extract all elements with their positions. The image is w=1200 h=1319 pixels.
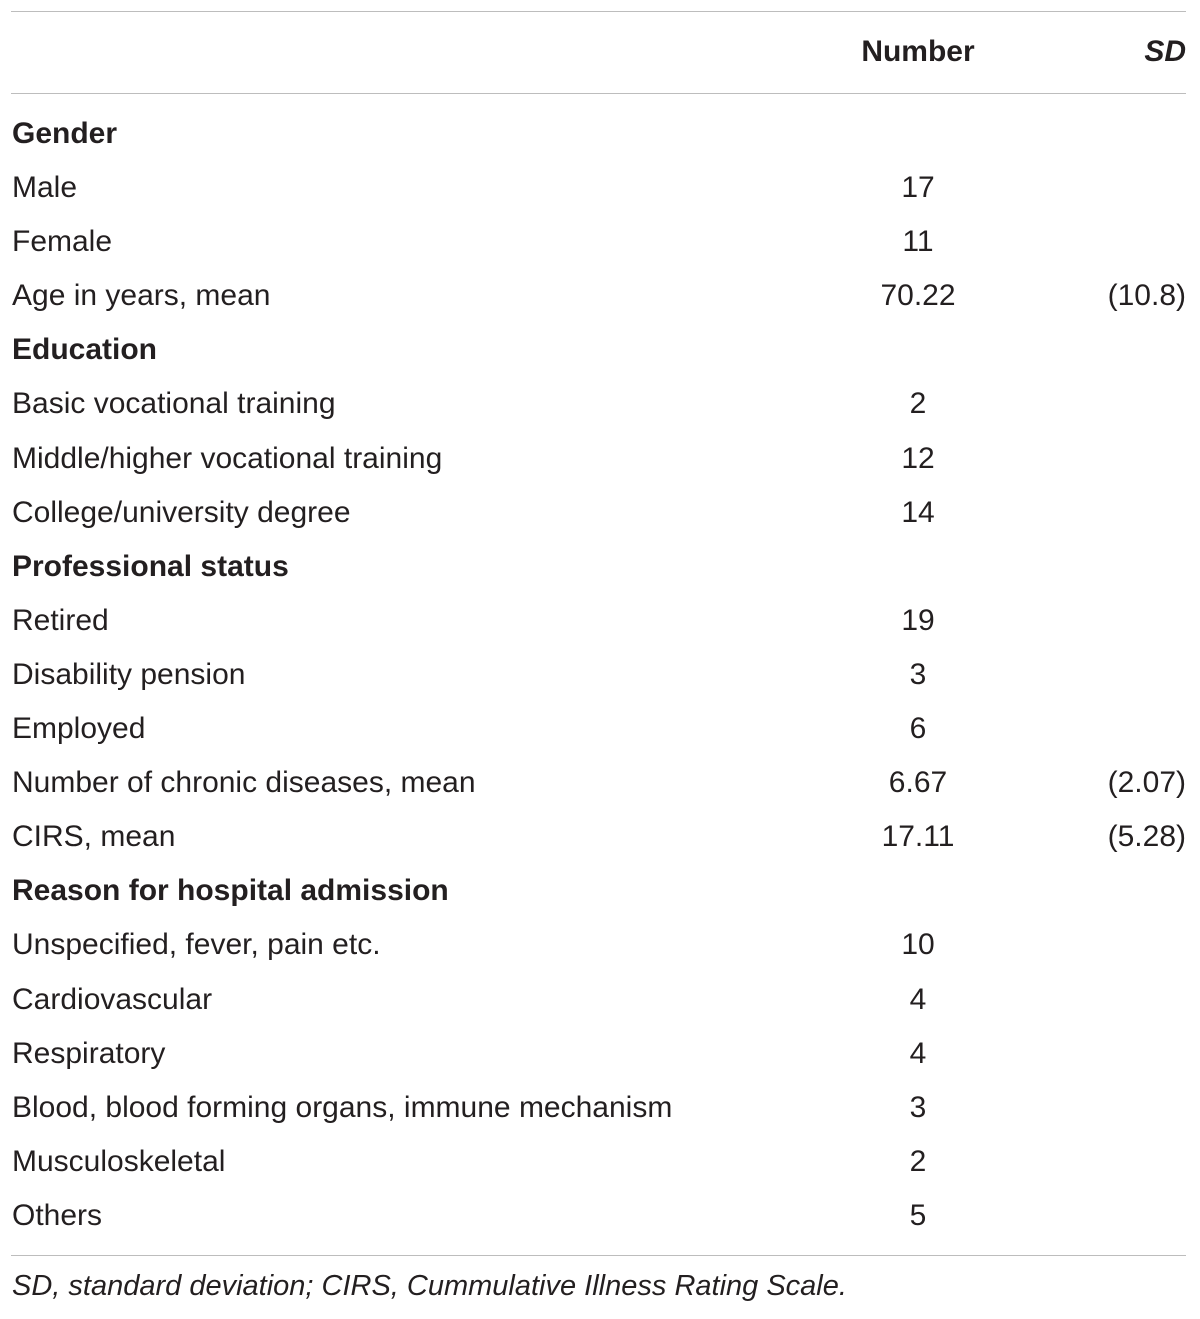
row-label: Cardiovascular: [12, 982, 213, 1016]
table-row: [0, 269, 1200, 323]
row-number-value: 3: [909, 657, 927, 691]
row-number-value: 4: [909, 982, 927, 1016]
row-number-value: 3: [909, 1090, 927, 1124]
row-label: Unspecified, fever, pain etc.: [12, 928, 381, 962]
row-label: Age in years, mean: [12, 279, 271, 313]
table-row: [0, 756, 1200, 810]
row-number-value: 2: [909, 1144, 927, 1178]
table-row: [0, 918, 1200, 972]
table-row: [0, 1027, 1200, 1081]
table-header-rule: [11, 93, 1186, 94]
row-number-value: 17.11: [881, 820, 955, 854]
table-top-rule: [11, 11, 1186, 12]
table-row: [0, 486, 1200, 540]
row-number-value: 10: [901, 928, 935, 962]
row-sd-value: (10.8): [1107, 279, 1186, 313]
table-row: [0, 161, 1200, 215]
row-label: Disability pension: [12, 657, 246, 691]
row-number-value: 14: [901, 495, 935, 529]
row-number-value: 5: [909, 1198, 927, 1232]
section-header-row: [0, 323, 1200, 377]
row-label: College/university degree: [12, 495, 351, 529]
row-number-value: 2: [909, 387, 927, 421]
row-label: Middle/higher vocational training: [12, 441, 443, 475]
table-body: [0, 107, 1200, 1243]
row-number-value: 6.67: [888, 766, 948, 800]
section-label: Gender: [12, 117, 118, 150]
table-row: [0, 594, 1200, 648]
section-header-row: [0, 540, 1200, 594]
column-header-number: Number: [861, 35, 975, 68]
table-row: [0, 1081, 1200, 1135]
table-row: [0, 215, 1200, 269]
row-number-value: 4: [909, 1036, 927, 1070]
row-sd-value: (5.28): [1107, 820, 1186, 854]
section-header-row: [0, 107, 1200, 161]
row-label: Others: [12, 1198, 103, 1232]
row-label: CIRS, mean: [12, 820, 176, 854]
table-row: [0, 432, 1200, 486]
table-row: [0, 810, 1200, 864]
row-number-value: 19: [901, 603, 935, 637]
table-bottom-rule: [11, 1255, 1186, 1256]
table-row: [0, 1135, 1200, 1189]
section-label: Professional status: [12, 549, 289, 583]
row-number-value: 11: [902, 225, 934, 259]
table-row: [0, 702, 1200, 756]
row-number-value: 12: [901, 441, 935, 475]
row-label: Musculoskeletal: [12, 1144, 226, 1178]
row-label: Blood, blood forming organs, immune mechanism: [12, 1090, 673, 1124]
row-number-value: 17: [901, 171, 935, 205]
row-label: Basic vocational training: [12, 387, 336, 421]
section-label: Education: [12, 333, 158, 367]
section-label: Reason for hospital admission: [12, 874, 449, 908]
table-footnote: SD, standard deviation; CIRS, Cummulative Illness Rating Scale.: [12, 1270, 847, 1302]
row-label: Employed: [12, 712, 146, 746]
section-header-row: [0, 864, 1200, 918]
table-row: [0, 1189, 1200, 1243]
row-label: Number of chronic diseases, mean: [12, 766, 476, 800]
row-label: Respiratory: [12, 1036, 166, 1070]
row-number-value: 70.22: [880, 279, 956, 313]
table-row: [0, 377, 1200, 431]
row-sd-value: (2.07): [1107, 766, 1186, 800]
row-number-value: 6: [909, 712, 927, 746]
row-label: Male: [12, 171, 78, 205]
table-row: [0, 648, 1200, 702]
row-label: Female: [12, 225, 113, 259]
column-header-sd: SD: [1144, 35, 1186, 68]
table-row: [0, 973, 1200, 1027]
row-label: Retired: [12, 603, 109, 637]
